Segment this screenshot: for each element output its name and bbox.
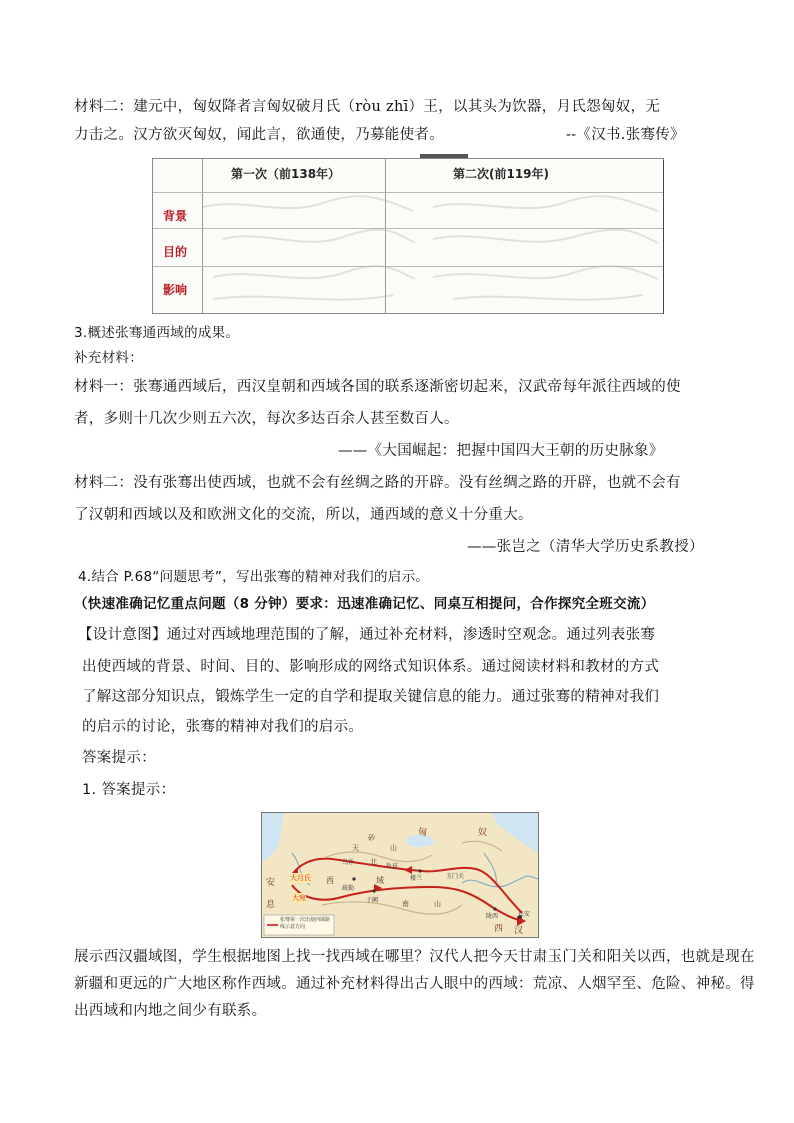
table-header-second: 第二次(前119年) [453,167,550,181]
map-label-yu-region: 域 [376,876,384,885]
map-label-xiongnu-1: 匈 [418,828,428,838]
design-intent-line4: 的启示的讨论，张骞的精神对我们的启示。 [82,719,364,735]
map-label-bei: 北 [370,858,377,866]
map-label-an: 安 [266,878,276,888]
map-label-yutian: 于阗 [366,897,379,904]
design-intent-line3: 了解这部分知识点，锻炼学生一定的自学和提取关键信息的能力。通过张骞的精神对我们 [82,689,660,705]
table-row-impact: 影响 [163,283,188,297]
map-label-yumenguan: 玉门关 [446,873,465,880]
design-intent-line1: 【设计意图】通过对西域地理范围的了解，通过补充材料，渗透时空观念。通过列表张骞 [78,627,656,643]
map-label-loulan: 楼兰 [410,875,423,882]
conclusion-line3: 出西域和内地之间少有联系。 [74,1003,267,1019]
map-label-xi: 息 [266,900,276,910]
table-edge-line [663,160,664,314]
question-4: 4.结合 P.68“问题思考”，写出张骞的精神对我们的启示。 [78,569,430,585]
material2-top-line1: 材料二：建元中，匈奴降者言匈奴破月氏（ròu zhī）王，以其头为饮器，月氏怨匈奴，无 [74,99,661,115]
design-intent-line2: 出使西域的背景、时间、目的、影响形成的网络式知识体系。通过阅读材料和教材的方式 [82,659,660,675]
map-label-shan-1: 山 [390,844,397,852]
map-legend-text: 张骞第一次出使西域路线示意方向 [280,917,331,930]
table-col-divider-2 [385,159,386,313]
table-row-divider-1 [153,192,663,193]
material2-line1: 材料二：没有张骞出使西域，也就不会有丝绸之路的开辟。没有丝绸之路的开辟，也就不会有 [74,475,681,491]
map-label-shule: 疏勒 [342,885,355,892]
material2-top-line2: 力击之。汉方欲灭匈奴，闻此言，欲通使，乃募能使者。 [74,127,444,143]
conclusion-line1: 展示西汉疆域图，学生根据地图上找一找西域在哪里？汉代人把今天甘肃玉门关和阳关以西，也就是现在 [74,949,755,965]
map-label-xi-han-1: 西 [494,924,504,934]
map-label-qiuci: 龟兹 [386,863,399,870]
map-label-nan: 南 [402,900,409,908]
table-row-divider-3 [153,266,663,267]
map-label-xi-region: 西 [326,876,334,885]
material2-line2: 了汉朝和西域以及和欧洲文化的交流，所以，通西域的意义十分重大。 [74,507,533,523]
table-row-purpose: 目的 [163,245,188,259]
table-header-first: 第一次（前138年） [231,167,341,181]
map-label-xiongnu-2: 奴 [478,828,488,838]
table-wave-decoration [153,159,663,313]
table-row-background: 背景 [163,209,188,223]
map-label-xi-han-2: 汉 [514,926,524,936]
material1-line1: 材料一：张骞通西域后，西汉皇朝和西域各国的联系逐渐密切起来，汉武帝每年派往西域的使 [74,379,681,395]
material1-source: ——《大国崛起：把握中国四大王朝的历史脉象》 [338,443,664,459]
answer-1-title: 1. 答案提示： [82,782,176,798]
answer-hint-title: 答案提示： [82,750,156,766]
map-label-changan: 长安 [518,911,531,918]
map-label-dayuezhi: 大月氏 [290,874,311,882]
table-row-divider-2 [153,228,663,229]
material2-top-source: --《汉书.张骞传》 [566,127,685,143]
comparison-table [152,158,664,314]
question-3: 3.概述张骞通西域的成果。 [74,325,240,341]
western-han-map [261,812,539,938]
table-body [152,158,664,314]
map-label-tian: 天 [352,844,359,852]
map-label-wusun: 乌孙 [342,859,355,866]
material1-line2: 者，多则十几次少则五六次，每次多达百余人甚至数百人。 [74,411,459,427]
conclusion-line2: 新疆和更远的广大地区称作西域。通过补充材料得出古人眼中的西域：荒凉、人烟罕至、危险、神秘。得 [74,976,755,992]
material2-source: ——张岂之（清华大学历史系教授） [467,539,704,555]
map-label-dawan: 大宛 [292,894,306,902]
map-label-shan-2: 山 [434,900,441,908]
table-col-divider-1 [202,159,203,313]
map-label-longxi: 陇西 [486,913,499,920]
supplement-label: 补充材料： [74,350,143,366]
requirement-line: （快速准确记忆重点问题（8 分钟）要求：迅速准确记忆、同桌互相提问，合作探究全班交流） [74,596,655,612]
map-label-sha: 砂 [368,834,375,842]
